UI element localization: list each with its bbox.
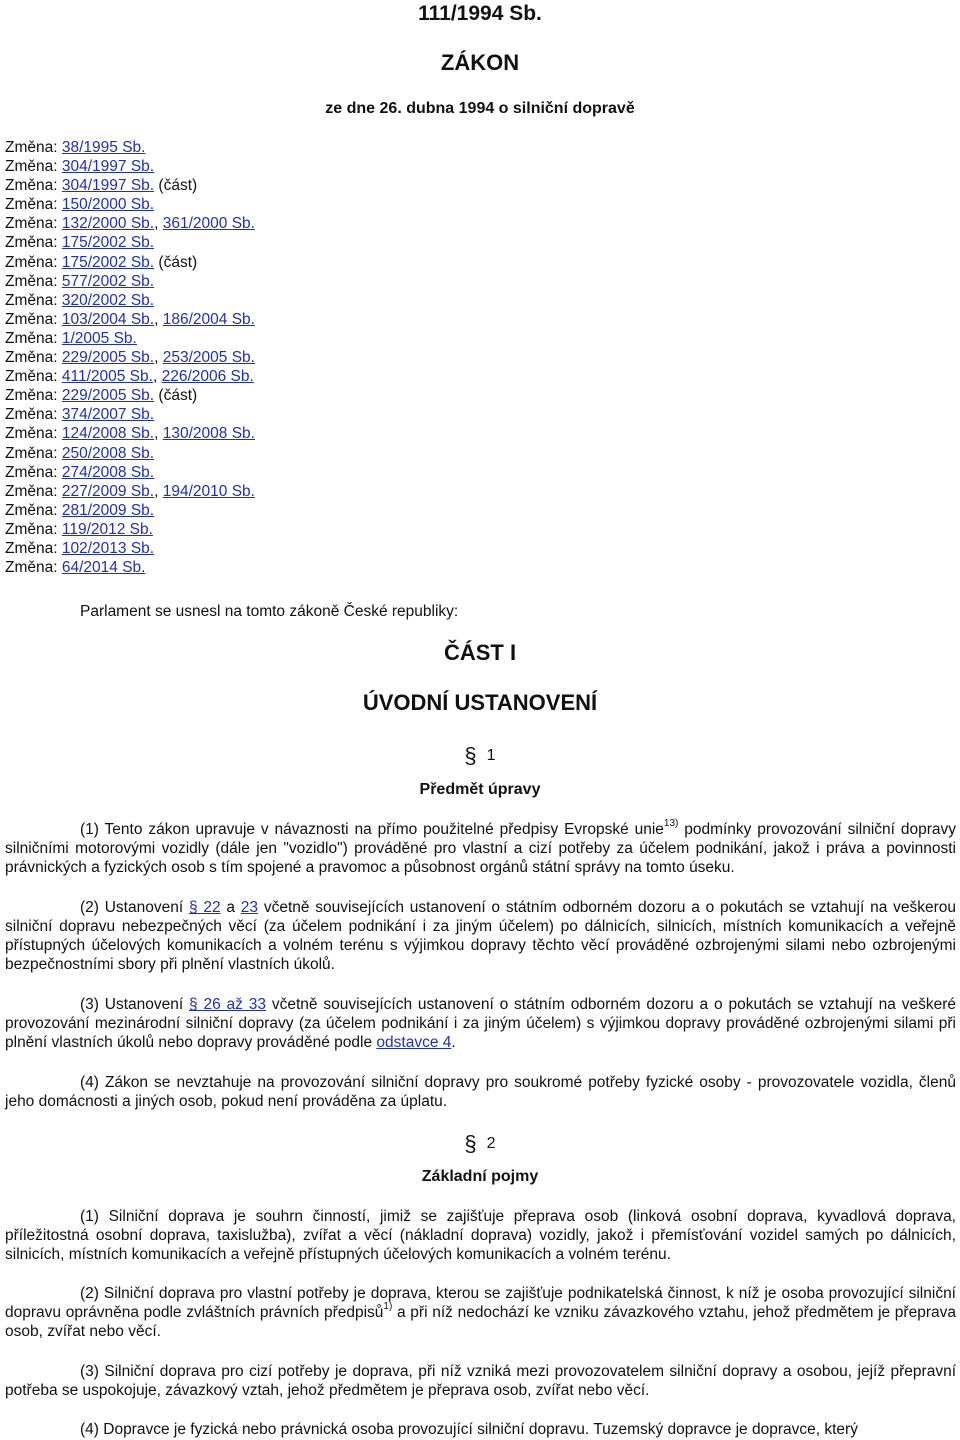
amendment-link[interactable]: 227/2009 Sb. bbox=[61, 482, 155, 500]
amendment-link[interactable]: 102/2013 Sb. bbox=[61, 539, 155, 557]
amendment-link[interactable]: 119/2012 Sb. bbox=[61, 520, 153, 538]
amendment-link[interactable]: 229/2005 Sb. bbox=[61, 349, 155, 367]
part-name: ÚVODNÍ USTANOVENÍ bbox=[362, 690, 598, 715]
amendment-suffix: (část) bbox=[154, 177, 198, 195]
amendment-label: Změna: bbox=[5, 425, 58, 443]
amendment-row bbox=[5, 195, 255, 214]
amendment-label: Změna: bbox=[5, 406, 58, 424]
amendment-label: Změna: bbox=[5, 368, 58, 386]
section-symbol: § bbox=[464, 743, 477, 768]
amendment-link[interactable]: 361/2000 Sb. bbox=[162, 215, 255, 233]
amendment-link[interactable]: 150/2000 Sb. bbox=[61, 196, 155, 214]
amendment-row bbox=[5, 558, 255, 577]
amendment-link[interactable]: 226/2006 Sb. bbox=[161, 368, 254, 386]
amendment-row: Změna: 103/2004 Sb., 186/2004 Sb. bbox=[5, 310, 255, 328]
amendment-row bbox=[5, 463, 255, 482]
amendment-link[interactable]: 103/2004 Sb. bbox=[61, 310, 155, 328]
amendment-row: Změna: 411/2005 Sb., 226/2006 Sb. bbox=[5, 368, 254, 386]
amendment-link[interactable]: 194/2010 Sb. bbox=[162, 482, 255, 500]
amendment-label: Změna: bbox=[5, 520, 58, 538]
law-type: ZÁKON bbox=[440, 50, 520, 75]
section-2-paragraph-4: (4) Dopravce je fyzická nebo právnická osoba provozující silniční dopravu. Tuzemský dopravce je dopravce, který bbox=[80, 1421, 858, 1438]
footnote-ref: 1) bbox=[383, 1300, 393, 1312]
section-1-paragraph-1: (1) Tento zákon upravuje v návaznosti na přímo použitelné předpisy Evropské unie$^{13)}$ podmínky provozování silniční dopravy silničními motorovými vozidly (dále jen "vozidlo") prováděné pro vlastní a cizí potřeby za účelem podnikání, jakož i práva a povinnosti právnických a fyzických osob s tím spojené a pravomoc a působnost orgánů státní správy na tomto úseku. bbox=[5, 817, 956, 877]
amendment-row: Změna: 124/2008 Sb., 130/2008 Sb. bbox=[5, 425, 255, 443]
amendment-suffix: (část) bbox=[154, 387, 198, 405]
amendment-label: Změna: bbox=[5, 349, 58, 367]
amendment-link[interactable]: 1/2005 Sb. bbox=[61, 329, 137, 347]
amendment-row bbox=[5, 138, 255, 157]
footnote-ref: 13) bbox=[663, 817, 679, 829]
amendment-row bbox=[5, 501, 255, 520]
amendment-link[interactable]: 175/2002 Sb. bbox=[61, 234, 155, 252]
section-2-sign bbox=[0, 1128, 960, 1154]
amendment-link[interactable]: 175/2002 Sb. bbox=[61, 253, 155, 271]
amendment-row bbox=[5, 253, 255, 272]
amendment-row bbox=[5, 157, 255, 176]
amendment-row bbox=[5, 444, 255, 463]
part-title: ČÁST I bbox=[443, 640, 517, 665]
amendment-row bbox=[5, 233, 255, 252]
section-1-title: Předmět úpravy bbox=[419, 781, 541, 798]
amendment-row bbox=[5, 329, 255, 348]
amendment-link[interactable]: 38/1995 Sb. bbox=[61, 139, 146, 156]
amendment-label: Změna: bbox=[5, 291, 58, 309]
amendment-label: Změna: bbox=[5, 215, 58, 233]
section-1-paragraph-4: (4) Zákon se nevztahuje na provozování silniční dopravy pro soukromé potřeby fyzické osoby - provozovatele vozidla, členů jeho domácnosti a jiných osob, pokud není prováděna za úplatu. bbox=[5, 1074, 956, 1111]
amendment-link[interactable]: 250/2008 Sb. bbox=[61, 444, 155, 462]
amendment-label: Změna: bbox=[5, 482, 58, 500]
amendment-label: Změna: bbox=[5, 196, 58, 214]
link-paragraph-4[interactable]: odstavce 4 bbox=[376, 1034, 452, 1052]
amendment-label: Změna: bbox=[5, 539, 58, 557]
section-1-sign bbox=[0, 740, 960, 766]
preamble: Parlament se usnesl na tomto zákoně České republiky: bbox=[80, 603, 459, 620]
amendment-label: Změna: bbox=[5, 234, 58, 252]
amendment-list bbox=[5, 138, 255, 577]
amendment-row bbox=[5, 405, 255, 424]
amendment-link[interactable]: 281/2009 Sb. bbox=[61, 501, 155, 519]
link-section-22[interactable]: § 22 bbox=[188, 899, 221, 916]
amendment-link[interactable]: 304/1997 Sb. bbox=[61, 177, 155, 195]
section-1-paragraph-2: (2) Ustanovení § 22 a 23 včetně souvisejících ustanovení o státním odborném dozoru a o pokutách se vztahují na veškerou silniční dopravu nebezpečných věcí (za účelem podnikání i za jiným účelem) po dálnicích, silnicích, místních komunikacích a veřejně přístupných účelových komunikacích a volném terénu s výjimkou dopravy těchto věcí prováděné ozbrojenými silami nebo ozbrojenými bezpečnostními sbory při plnění vlastních úkolů. bbox=[5, 899, 957, 974]
amendment-label: Změna: bbox=[5, 559, 58, 577]
amendment-label: Změna: bbox=[5, 272, 58, 290]
amendment-link[interactable]: 253/2005 Sb. bbox=[162, 349, 255, 367]
amendment-link[interactable]: 64/2014 Sb. bbox=[61, 559, 146, 577]
section-2-title: Základní pojmy bbox=[421, 1168, 539, 1185]
amendment-link[interactable]: 374/2007 Sb. bbox=[61, 406, 155, 424]
amendment-row: Změna: 132/2000 Sb., 361/2000 Sb. bbox=[5, 215, 255, 233]
amendment-suffix: (část) bbox=[154, 253, 198, 271]
amendment-label: Změna: bbox=[5, 329, 58, 347]
amendment-label: Změna: bbox=[5, 501, 58, 519]
section-2-paragraph-3: (3) Silniční doprava pro cizí potřeby je doprava, při níž vzniká mezi provozovatelem silniční dopravy a osobou, jejíž přepravní potřeba se uspokojuje, závazkový vztah, jehož předmětem je přeprava osob, zvířat nebo věcí. bbox=[5, 1363, 956, 1400]
amendment-link[interactable]: 186/2004 Sb. bbox=[162, 310, 255, 328]
amendment-row bbox=[5, 291, 255, 310]
section-2-paragraph-2: (2) Silniční doprava pro vlastní potřeby je doprava, kterou se zajišťuje podnikatelská činnost, k níž je osoba provozující silniční dopravu oprávněna podle zvláštních právních předpisů$^{1)}$ a při níž nedochází ke vzniku závazkového vztahu, jehož předmětem je přeprava osob, zvířat nebo věcí. bbox=[5, 1285, 956, 1341]
amendment-link[interactable]: 304/1997 Sb. bbox=[61, 158, 155, 176]
amendment-row bbox=[5, 539, 255, 558]
amendment-link[interactable]: 132/2000 Sb. bbox=[61, 215, 155, 233]
amendment-label: Změna: bbox=[5, 158, 58, 176]
amendment-link[interactable]: 320/2002 Sb. bbox=[61, 291, 155, 309]
amendment-link[interactable]: 229/2005 Sb. bbox=[61, 387, 155, 405]
amendment-link[interactable]: 124/2008 Sb. bbox=[61, 425, 155, 443]
section-number: 2 bbox=[486, 1135, 496, 1152]
amendment-label: Změna: bbox=[5, 139, 58, 156]
amendment-label: Změna: bbox=[5, 444, 58, 462]
amendment-label: Změna: bbox=[5, 387, 58, 405]
amendment-link[interactable]: 577/2002 Sb. bbox=[61, 272, 155, 290]
amendment-row bbox=[5, 272, 255, 291]
amendment-link[interactable]: 274/2008 Sb. bbox=[61, 463, 155, 481]
amendment-link[interactable]: 411/2005 Sb. bbox=[61, 368, 153, 386]
amendment-row: Změna: 227/2009 Sb., 194/2010 Sb. bbox=[5, 482, 255, 500]
amendment-label: Změna: bbox=[5, 177, 58, 195]
amendment-row bbox=[5, 176, 255, 195]
section-2-paragraph-1: (1) Silniční doprava je souhrn činností, jimiž se zajišťuje přeprava osob (linková osobní doprava, kyvadlová doprava, příležitostná osobní doprava, taxislužba), zvířat a věcí (nákladní doprava) vozidly, jakož i přemísťování vozidel samých po dálnicích, silnicích, místních komunikacích a veřejně přístupných účelových komunikacích a volném terénu. bbox=[5, 1208, 956, 1264]
amendment-row bbox=[5, 386, 255, 405]
law-number: 111/1994 Sb. bbox=[418, 2, 542, 25]
amendment-row: Změna: 229/2005 Sb., 253/2005 Sb. bbox=[5, 349, 255, 367]
section-symbol: § bbox=[464, 1131, 477, 1156]
link-section-23[interactable]: 23 bbox=[240, 899, 259, 916]
law-date: ze dne 26. dubna 1994 o silniční dopravě bbox=[325, 100, 635, 117]
amendment-row bbox=[5, 520, 255, 539]
section-number: 1 bbox=[486, 747, 496, 764]
amendment-label: Změna: bbox=[5, 253, 58, 271]
amendment-label: Změna: bbox=[5, 463, 58, 481]
link-section-26-33[interactable]: § 26 až 33 bbox=[189, 996, 267, 1013]
section-1-paragraph-3: (3) Ustanovení § 26 až 33 včetně souvisejících ustanovení o státním odborném dozoru a o pokutách se vztahují na veškeré provozování mezinárodní silniční dopravy (za účelem podnikání i za jiným účelem) s výjimkou dopravy prováděné ozbrojenými silami při plnění vlastních úkolů nebo dopravy prováděné podle odstavce 4. bbox=[5, 996, 956, 1052]
amendment-label: Změna: bbox=[5, 310, 58, 328]
amendment-link[interactable]: 130/2008 Sb. bbox=[162, 425, 255, 443]
